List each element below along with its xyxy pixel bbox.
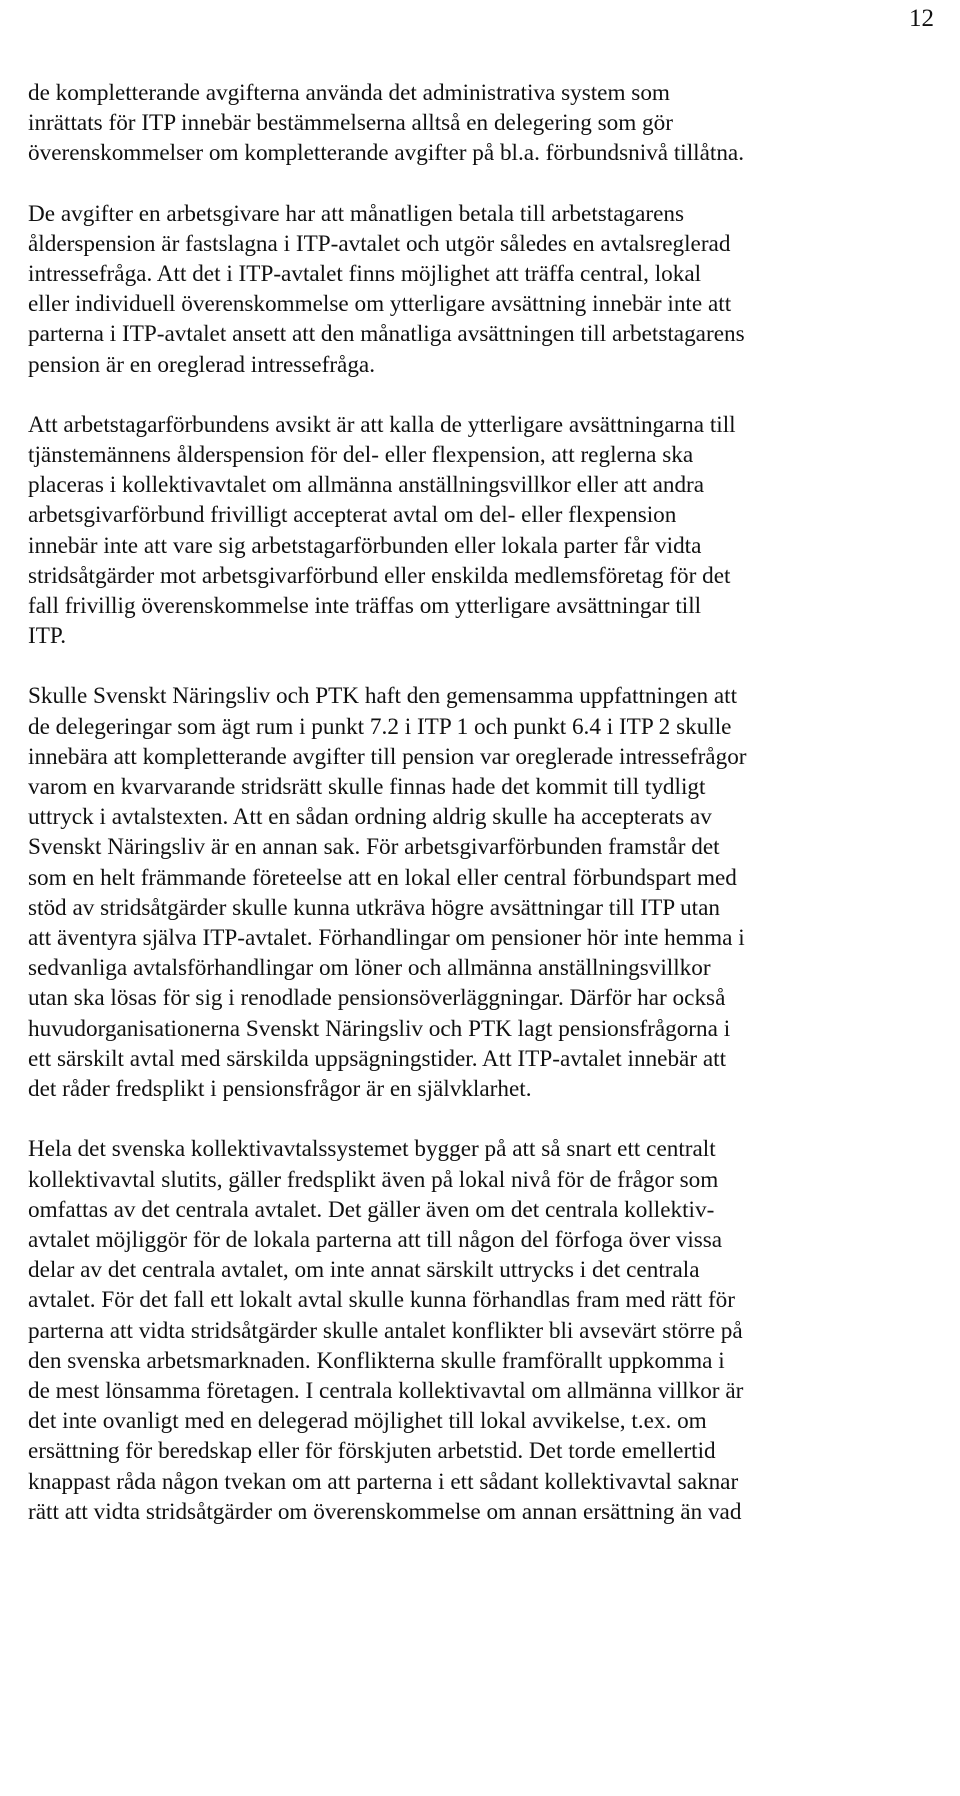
paragraph-3: Att arbetstagarförbundens avsikt är att kalla de ytterligare avsättningarna till tjänstemännens ålderspension för del- eller flexpension, att reglerna ska placeras i kollektivavtalet om allmänna anställningsvillkor eller att andra arbetsgivarförbund frivilligt accepterat avtal om del- eller flexpension innebär inte att vare sig arbetstagarförbunden eller lokala parter får vidta stridsåtgärder mot arbetsgivarförbund eller enskilda medlemsföretag för det fall frivillig överenskommelse inte träffas om ytterligare avsättningar till ITP. <box>28 411 736 650</box>
paragraph-2: De avgifter en arbetsgivare har att månatligen betala till arbetstagarens ålderspension är fastslagna i ITP-avtalet och utgör således en avtalsreglerad intressefråga. Att det i ITP-avtalet finns möjlighet att träffa central, lokal eller individuell överenskommelse om ytterligare avsättning innebär inte att parterna i ITP-avtalet ansett att den månatliga avsättningen till arbetstagarens pension är en oreglerad intressefråga. <box>28 200 745 378</box>
page-number: 12 <box>909 5 934 32</box>
document-body <box>28 78 940 1557</box>
paragraph-4: Skulle Svenskt Näringsliv och PTK haft den gemensamma uppfattningen att de delegeringar som ägt rum i punkt 7.2 i ITP 1 och punkt 6.4 i ITP 2 skulle innebära att kompletterande avgifter till pension var oreglerade intressefrågor varom en kvarvarande stridsrätt skulle finnas hade det kommit till tydligt uttryck i avtalstexten. Att en sådan ordning aldrig skulle ha accepterats av Svenskt Näringsliv är en annan sak. För arbetsgivarförbunden framstår det som en helt främmande företeelse att en lokal eller central förbundspart med stöd av stridsåtgärder skulle kunna utkräva högre avsättningar till ITP utan att äventyra själva ITP-avtalet. Förhandlingar om pensioner hör inte hemma i sedvanliga avtalsförhandlingar om löner och allmänna anställningsvillkor utan ska lösas för sig i renodlade pensionsöverläggningar. Därför har också huvudorganisationerna Svenskt Näringsliv och PTK lagt pensionsfrågorna i ett särskilt avtal med särskilda uppsägningstider. Att ITP-avtalet innebär att det råder fredsplikt i pensionsfrågor är en självklarhet. <box>28 683 747 1103</box>
paragraph-5: Hela det svenska kollektivavtalssystemet bygger på att så snart ett centralt kollektivavtal slutits, gäller fredsplikt även på lokal nivå för de frågor som omfattas av det centrala avtalet. Det gäller även om det centrala kollektiv- avtalet möjliggör för de lokala parterna att till någon del förfoga över vissa delar av det centrala avtalet, om inte annat särskilt uttrycks i det centrala avtalet. För det fall ett lokalt avtal skulle kunna förhandlas fram med rätt för parterna att vidta stridsåtgärder skulle antalet konflikter bli avsevärt större på den svenska arbetsmarknaden. Konflikterna skulle framförallt uppkomma i de mest lönsamma företagen. I centrala kollektivavtal om allmänna villkor är det inte ovanligt med en delegerad möjlighet till lokal avvikelse, t.ex. om ersättning för beredskap eller för förskjuten arbetstid. Det torde emellertid knappast råda någon tvekan om att parterna i ett sådant kollektivavtal saknar rätt att vidta stridsåtgärder om överenskommelse om annan ersättning än vad <box>28 1136 744 1525</box>
paragraph-1: de kompletterande avgifterna använda det administrativa system som inrättats för ITP innebär bestämmelserna alltså en delegering som gör överenskommelser om kompletterande avgifter på bl.a. förbundsnivå tillåtna. <box>28 80 745 167</box>
